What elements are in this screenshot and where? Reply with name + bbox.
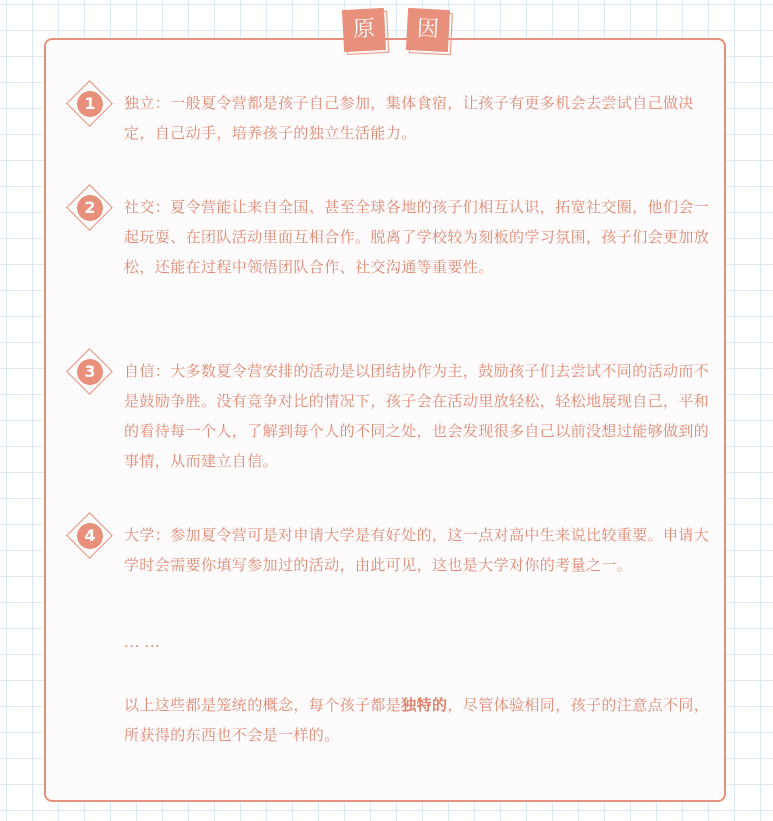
conclusion-paragraph bbox=[124, 690, 720, 750]
reason-text-2: 社交：夏令营能让来自全国、甚至全球各地的孩子们相互认识，拓宽社交圈，他们会一起玩耍、在团队活动里面互相合作。脱离了学校较为刻板的学习氛围，孩子们会更加放松，还能在过程中领悟团队合作、社交沟通等重要性。 bbox=[124, 198, 710, 276]
title-char-2: 因 bbox=[406, 8, 450, 52]
conclusion-text-before: 以上这些都是笼统的概念，每个孩子都是 bbox=[124, 696, 402, 714]
number-badge-3 bbox=[66, 348, 114, 396]
title-char-1: 原 bbox=[342, 8, 386, 52]
reason-text-3: 自信：大多数夏令营安排的活动是以团结协作为主，鼓励孩子们去尝试不同的活动而不是鼓励争胜。没有竞争对比的情况下，孩子会在活动里放轻松，轻松地展现自己，平和的看待每一个人，了解到每个人的不同之处，也会发现很多自己以前没想过能够做到的事情，从而建立自信。 bbox=[124, 362, 710, 470]
ellipsis: ... ... bbox=[124, 633, 161, 651]
number-badge-4 bbox=[66, 512, 114, 560]
section-title bbox=[339, 9, 457, 57]
number-badge-label: 2 bbox=[77, 195, 103, 221]
reason-text-4: 大学：参加夏令营可是对申请大学是有好处的，这一点对高中生来说比较重要。申请大学时会需要你填写参加过的活动，由此可见，这也是大学对你的考量之一。 bbox=[124, 526, 710, 574]
number-badge-1 bbox=[66, 80, 114, 128]
conclusion-text-after: ，尽管体验相同，孩子的注意点不同，所获得的东西也不会是一样的。 bbox=[124, 696, 710, 744]
number-badge-label: 4 bbox=[77, 523, 103, 549]
conclusion-emphasis: 独特的 bbox=[401, 696, 448, 714]
number-badge-2 bbox=[66, 184, 114, 232]
reason-text-1: 独立：一般夏令营都是孩子自己参加，集体食宿，让孩子有更多机会去尝试自己做决定，自己动手，培养孩子的独立生活能力。 bbox=[124, 94, 694, 142]
number-badge-label: 1 bbox=[77, 91, 103, 117]
number-badge-label: 3 bbox=[77, 359, 103, 385]
